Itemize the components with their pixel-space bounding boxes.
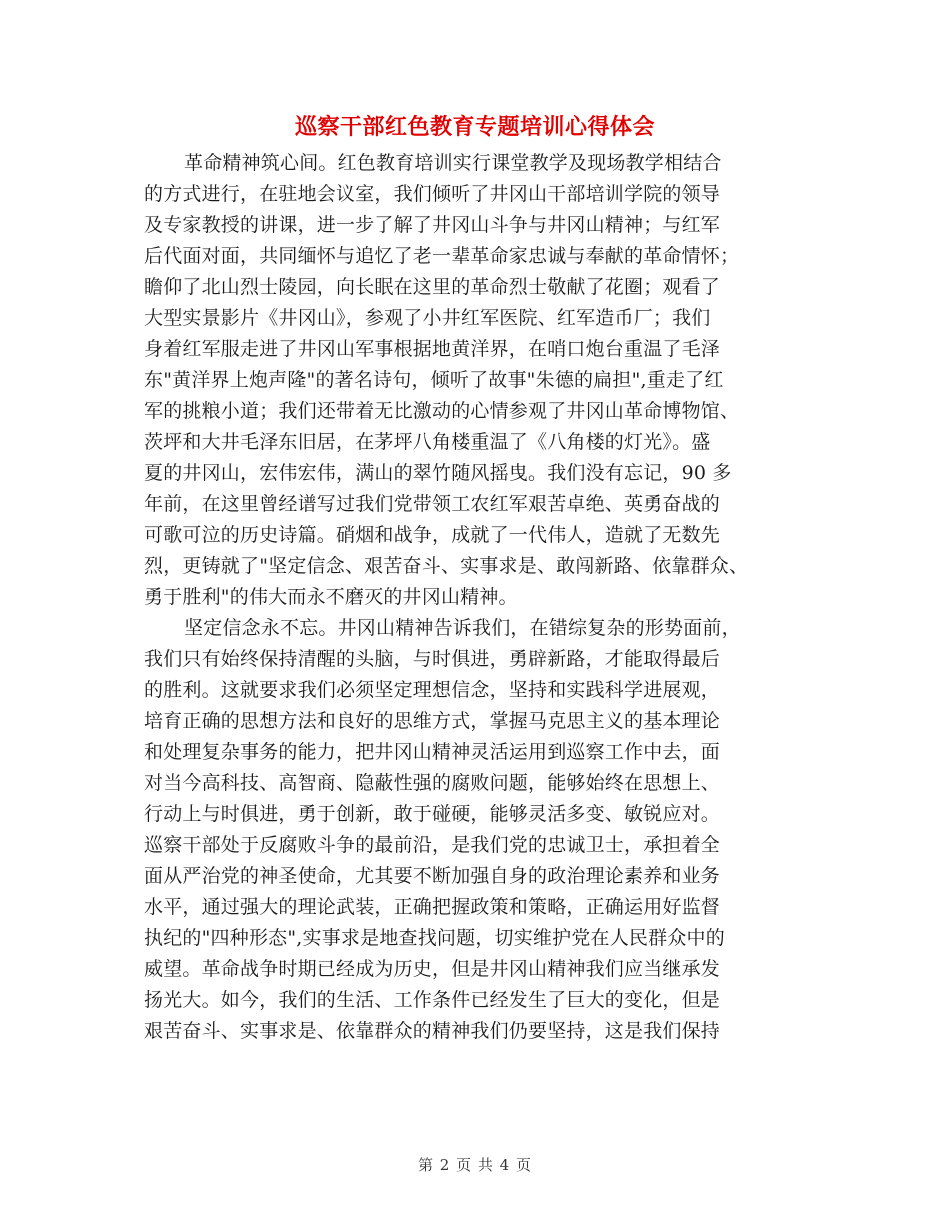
text-line: 军的挑粮小道；我们还带着无比激动的心情参观了井冈山革命博物馆、 — [144, 400, 740, 422]
text-line: 后代面对面，共同缅怀与追忆了老一辈革命家忠诚与奉献的革命情怀； — [144, 245, 740, 267]
text-line: 巡察干部处于反腐败斗争的最前沿，是我们党的忠诚卫士，承担着全 — [144, 834, 721, 856]
text-line: 大型实景影片《井冈山》，参观了小井红军医院、红军造币厂；我们 — [144, 307, 711, 329]
text-line: 艰苦奋斗、实事求是、依靠群众的精神我们仍要坚持，这是我们保持 — [144, 1020, 721, 1042]
text-line: 扬光大。如今，我们的生活、工作条件已经发生了巨大的变化，但是 — [144, 989, 721, 1011]
text-line: 茨坪和大井毛泽东旧居，在茅坪八角楼重温了《八角楼的灯光》。盛 — [144, 431, 711, 453]
text-line: 和处理复杂事务的能力，把井冈山精神灵活运用到巡察工作中去，面 — [144, 741, 721, 763]
text-line: 烈，更铸就了"坚定信念、艰苦奋斗、实事求是、敢闯新路、依靠群众、 — [144, 555, 749, 577]
text-line: 夏的井冈山，宏伟宏伟，满山的翠竹随风摇曳。我们没有忘记，90 多 — [144, 462, 732, 484]
text-line: 面从严治党的神圣使命，尤其要不断加强自身的政治理论素养和业务 — [144, 865, 721, 887]
page-number: 第 2 页 共 4 页 — [418, 1156, 532, 1174]
text-line: 培育正确的思想方法和良好的思维方式，掌握马克思主义的基本理论 — [144, 710, 721, 732]
document-title: 巡察干部红色教育专题培训心得体会 — [294, 115, 655, 140]
text-line: 的胜利。这就要求我们必须坚定理想信念，坚持和实践科学进展观， — [144, 679, 721, 701]
text-line: 水平，通过强大的理论武装，正确把握政策和策略，正确运用好监督 — [144, 896, 721, 918]
text-line: 行动上与时俱进，勇于创新，敢于碰硬，能够灵活多变、敏锐应对。 — [144, 803, 721, 825]
document-body — [144, 148, 816, 1047]
text-line: 勇于胜利"的伟大而永不磨灭的井冈山精神。 — [144, 586, 518, 608]
text-line: 瞻仰了北山烈士陵园，向长眠在这里的革命烈士敬献了花圈；观看了 — [144, 276, 721, 298]
text-line: 对当今高科技、高智商、隐蔽性强的腐败问题，能够始终在思想上、 — [144, 772, 721, 794]
text-line: 威望。革命战争时期已经成为历史，但是井冈山精神我们应当继承发 — [144, 958, 721, 980]
text-line: 坚定信念永不忘。井冈山精神告诉我们，在错综复杂的形势面前， — [184, 617, 741, 639]
text-line: 年前，在这里曾经谱写过我们党带领工农红军艰苦卓绝、英勇奋战的 — [144, 493, 721, 515]
text-line: 革命精神筑心间。红色教育培训实行课堂教学及现场教学相结合 — [184, 152, 722, 174]
text-line: 东"黄洋界上炮声隆"的著名诗句，倾听了故事"朱德的扁担",重走了红 — [144, 369, 724, 391]
text-line: 我们只有始终保持清醒的头脑，与时俱进，勇辟新路，才能取得最后 — [144, 648, 721, 670]
text-line: 执纪的"四种形态",实事求是地查找问题，切实维护党在人民群众中的 — [144, 927, 725, 949]
text-line: 及专家教授的讲课，进一步了解了井冈山斗争与井冈山精神；与红军 — [144, 214, 721, 236]
text-line: 的方式进行，在驻地会议室，我们倾听了井冈山干部培训学院的领导 — [144, 183, 721, 205]
text-line: 可歌可泣的历史诗篇。硝烟和战争，成就了一代伟人，造就了无数先 — [144, 524, 721, 546]
text-line: 身着红军服走进了井冈山军事根据地黄洋界，在哨口炮台重温了毛泽 — [144, 338, 721, 360]
